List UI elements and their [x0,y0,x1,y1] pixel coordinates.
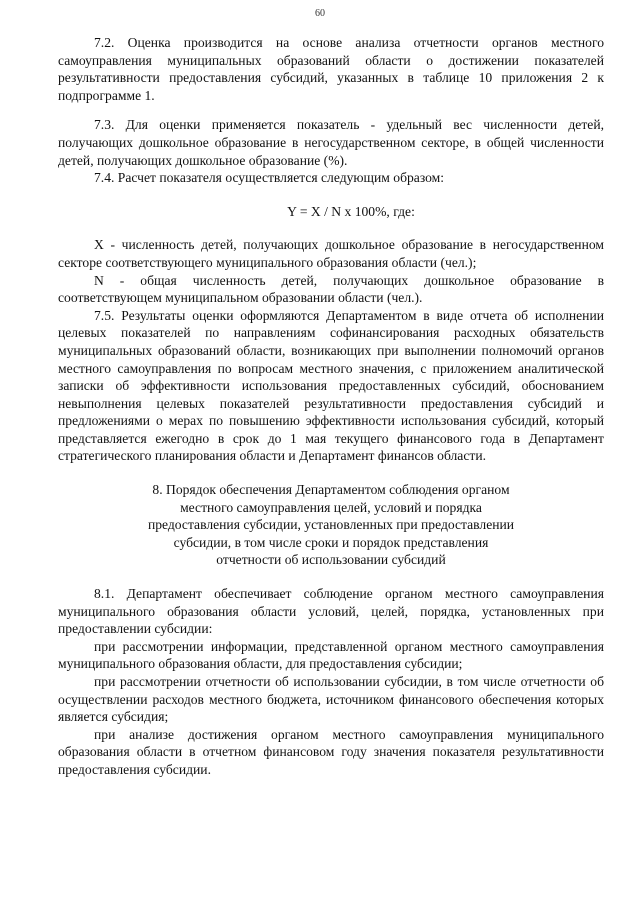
paragraph-8-1-item-2: при рассмотрении отчетности об использовании субсидии, в том числе отчетности об осуществлении расходов местного бюджета, источником финансового обеспечения которых является субсидия; [58,674,604,725]
heading-line: отчетности об использовании субсидий [216,552,446,568]
paragraph-7-3: 7.3. Для оценки применяется показатель - удельный вес численности детей, получающих дошкольное образование в негосударственном секторе, в общей численности детей, получающих дошкольное образование (%). [58,117,604,168]
paragraph-8-1-item-3: при анализе достижения органом местного самоуправления муниципального образования области в отчетном финансовом году значения показателя результативности предоставления субсидии. [58,726,604,777]
spacer [58,569,604,585]
heading-line: 8. Порядок обеспечения Департаментом соблюдения органом [152,482,510,498]
paragraph-7-5: 7.5. Результаты оценки оформляются Департаментом в виде отчета об исполнении целевых показателей по направлениям софинансирования расходных обязательств муниципальных образований области, возникающих при выполнении полномочий органов местного самоуправления по вопросам местного значения, с приложением аналитической записки об эффективности использования предоставленных субсидий, обоснованием невыполнения целевых показателей результативности предоставления субсидий и предложениями о мерах по повышению эффективности использования субсидий, который представляется ежегодно в срок до 1 мая текущего финансового года в Департамент стратегического планирования области и Департамент финансов области. [58,307,604,464]
paragraph-7-4: 7.4. Расчет показателя осуществляется следующим образом: [94,170,445,186]
page-number: 60 [315,8,325,19]
heading-line: субсидии, в том числе сроки и порядок представления [173,534,489,550]
formula: Y = X / N x 100%, где: [287,203,415,219]
heading-line: предоставления субсидии, установленных при предоставлении [147,517,515,533]
paragraph-8-1: 8.1. Департамент обеспечивает соблюдение органом местного самоуправления муниципального образования области условий, целей, порядка, установленных при предоставлении субсидии: [58,586,604,637]
spacer [58,220,604,236]
spacer [58,104,604,116]
spacer [58,465,604,481]
heading-line: местного самоуправления целей, условий и порядка [180,499,482,515]
spacer [58,187,604,203]
paragraph-7-2: 7.2. Оценка производится на основе анализа отчетности органов местного самоуправления муниципальных образований области о достижении показателей результативности предоставления субсидий, указанных в таблице 10 приложения 2 к подпрограмме 1. [58,35,604,103]
section-8-heading [58,481,604,569]
paragraph-8-1-item-1: при рассмотрении информации, представленной органом местного самоуправления муниципального образования области, для предоставления субсидии; [58,638,604,672]
paragraph-n-definition: N - общая численность детей, получающих дошкольное образование в соответствующем муниципальном образовании области (чел.). [58,272,604,306]
paragraph-x-definition: X - численность детей, получающих дошкольное образование в негосударственном секторе соответствующего муниципального образования области (чел.); [58,237,604,270]
document-body [58,34,604,779]
